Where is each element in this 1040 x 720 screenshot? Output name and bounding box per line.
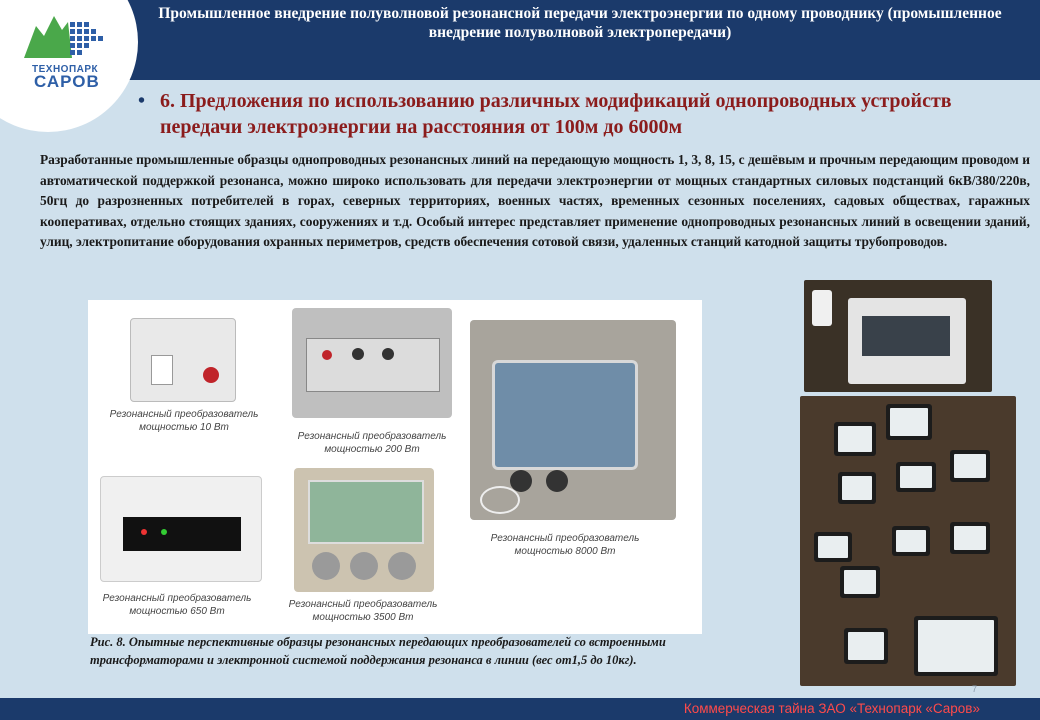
device-3500w-photo [294, 468, 434, 592]
device-200w-photo [292, 308, 452, 418]
device-650w-photo [100, 476, 262, 582]
caption-8000w: Резонансный преобразователь мощностью 8000 Вт [490, 533, 640, 557]
caption-200w: Резонансный преобразователь мощностью 200 Вт [297, 431, 447, 455]
device-gallery [88, 300, 702, 634]
caption-10w: Резонансный преобразователь мощностью 10 Вт [109, 409, 259, 433]
logo-text-bottom: САРОВ [34, 72, 100, 91]
slide-title: Промышленное внедрение полуволновой резонансной передачи электроэнергии по одному проводнику (промышленное внедрение полуволновой электропередачи) [158, 5, 1002, 41]
caption-3500w: Резонансный преобразователь мощностью 3500 Вт [288, 599, 438, 623]
logo-mark-icon [14, 8, 124, 68]
technopark-logo [14, 8, 124, 91]
page-number: 7 [972, 684, 978, 694]
bullet-icon: • [138, 90, 146, 112]
section-heading [138, 88, 1018, 140]
floodlights-photo [800, 396, 1016, 686]
figure-caption: Рис. 8. Опытные перспективные образцы резонансных передающих преобразователей со встроенными трансформаторами и электронной системой поддержания резонанса в линии (вес от1,5 до 10кг). [90, 635, 666, 667]
logo-text-top: ТЕХНОПАРК [32, 64, 99, 75]
body-paragraph: Разработанные промышленные образцы однопроводных резонансных линий на передающую мощность 1, 3, 8, 15, с дешёвым и прочным передающим проводом и автоматической поддержкой резонанса, можно широко использовать для передачи электроэнергии от мощных стандартных силовых подстанций 6кВ/380/220в, 50гц до разрозненных потребителей в горах, северных территориях, военных частях, временных сезонных поселениях, садовых обществах, гаражных кооперативах, отдельно стоящих зданиях, сооружениях и т.д. Особый интерес представляет применение однопроводных резонансных линий в освещении зданий, улиц, электропитание оборудования охранных периметров, средств обеспечения сотовой связи, удаленных станций катодной защиты трубопроводов. [40, 152, 1030, 249]
caption-650w: Резонансный преобразователь мощностью 650 Вт [102, 593, 252, 617]
footer-confidential-text: Коммерческая тайна ЗАО «Технопарк «Саров» [683, 701, 980, 716]
section-heading-text: 6. Предложения по использованию различных модификаций однопроводных устройств передачи электроэнергии на расстояния от 100м до 6000м [160, 90, 952, 138]
electrical-cabinet-photo [804, 280, 992, 392]
device-8000w-photo [470, 320, 676, 520]
device-10w-photo [130, 318, 236, 402]
